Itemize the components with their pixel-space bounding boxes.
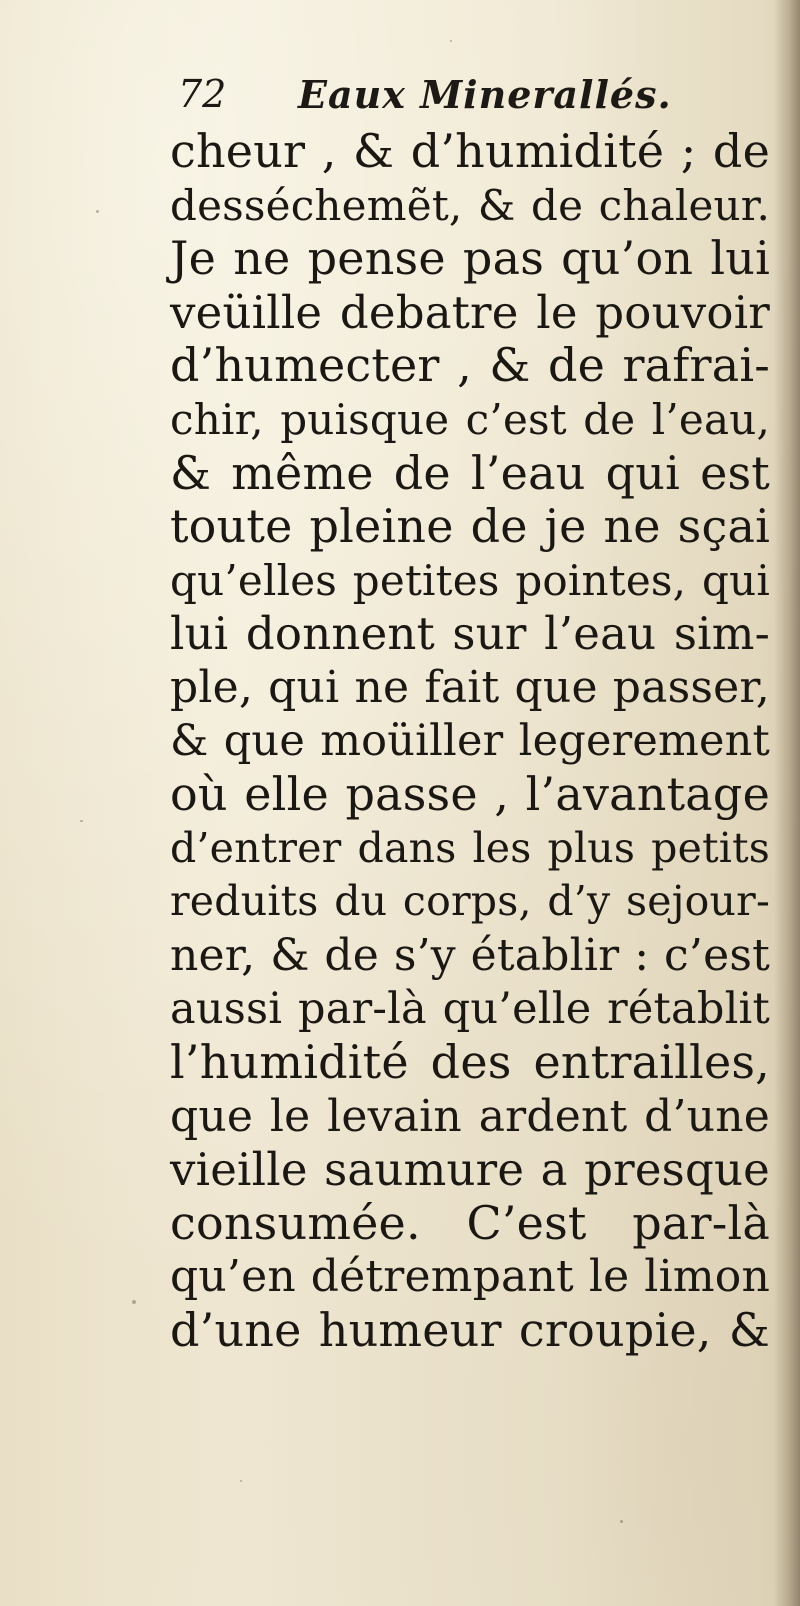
page-header xyxy=(178,70,698,122)
text-line: d’humecter , & de rafrai- xyxy=(170,338,770,393)
text-line: & que moüiller legerement xyxy=(170,715,770,766)
text-line: vieille saumure a presque xyxy=(170,1143,770,1197)
text-line: desséchemẽt, & de chaleur. xyxy=(170,180,770,230)
text-line: qu’elles petites pointes, qui xyxy=(170,555,770,605)
text-line: l’humidité des entrailles, xyxy=(170,1035,770,1090)
text-line: aussi par-là qu’elle rétablit xyxy=(170,983,770,1034)
text-line: reduits du corps, d’y sejour- xyxy=(170,877,770,926)
text-line: consumée. C’est par-là xyxy=(170,1195,770,1250)
text-line: où elle passe , l’avantage xyxy=(170,767,770,822)
text-line: cheur , & d’humidité ; de xyxy=(170,124,770,178)
text-line: lui donnent sur l’eau sim- xyxy=(170,607,770,661)
running-title: Eaux Minerallés. xyxy=(298,72,672,117)
text-line: Je ne pense pas qu’on lui xyxy=(170,231,770,286)
text-line: ner, & de s’y établir : c’est xyxy=(170,929,770,981)
text-line: d’une humeur croupie, & xyxy=(170,1303,770,1358)
body-text xyxy=(170,125,770,1358)
text-line: qu’en détrempant le limon xyxy=(170,1251,770,1303)
text-line: que le levain ardent d’une xyxy=(170,1090,770,1142)
text-line: veüille debatre le pouvoir xyxy=(170,285,770,339)
page-gutter-shadow xyxy=(774,0,800,1606)
text-line: ple, qui ne fait que passer, xyxy=(170,661,770,713)
text-line: toute pleine de je ne sçai xyxy=(170,499,770,554)
text-line: chir, puisque c’est de l’eau, xyxy=(170,394,770,444)
text-line: d’entrer dans les plus petits xyxy=(170,823,770,872)
page-number: 72 xyxy=(178,72,227,116)
text-line: & même de l’eau qui est xyxy=(170,445,770,500)
